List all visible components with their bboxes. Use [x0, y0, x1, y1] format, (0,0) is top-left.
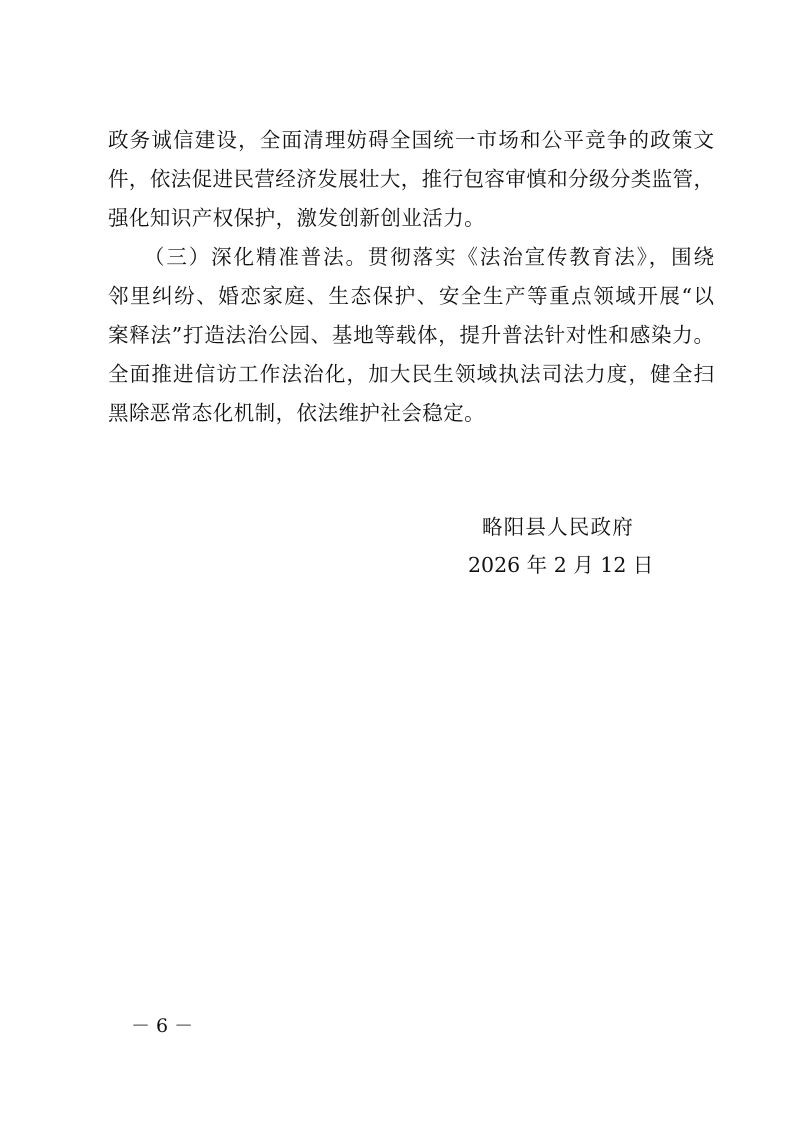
paragraph-line: 件，依法促进民营经济发展壮大，推行包容审慎和分级分类监管，: [108, 167, 714, 191]
page-number: － 6 －: [131, 1015, 194, 1037]
paragraph-line: 黑除恶常态化机制，依法维护社会稳定。: [108, 401, 486, 425]
paragraph-line: 强化知识产权保护，激发创新创业活力。: [108, 206, 486, 230]
paragraph-line: 案释法”打造法治公园、基地等载体，提升普法针对性和感染力。: [108, 323, 714, 347]
signature-organization: 略阳县人民政府: [482, 515, 634, 539]
paragraph-line: 邻里纠纷、婚恋家庭、生态保护、安全生产等重点领域开展“以: [108, 284, 714, 308]
paragraph-line: 全面推进信访工作法治化，加大民生领域执法司法力度，健全扫: [108, 362, 714, 386]
paragraph-line: 政务诚信建设，全面清理妨碍全国统一市场和公平竞争的政策文: [108, 128, 714, 152]
paragraph-line: （三）深化精准普法。贯彻落实《法治宣传教育法》，围绕: [144, 245, 714, 269]
signature-date: 2026 年 2 月 12 日: [468, 553, 654, 577]
